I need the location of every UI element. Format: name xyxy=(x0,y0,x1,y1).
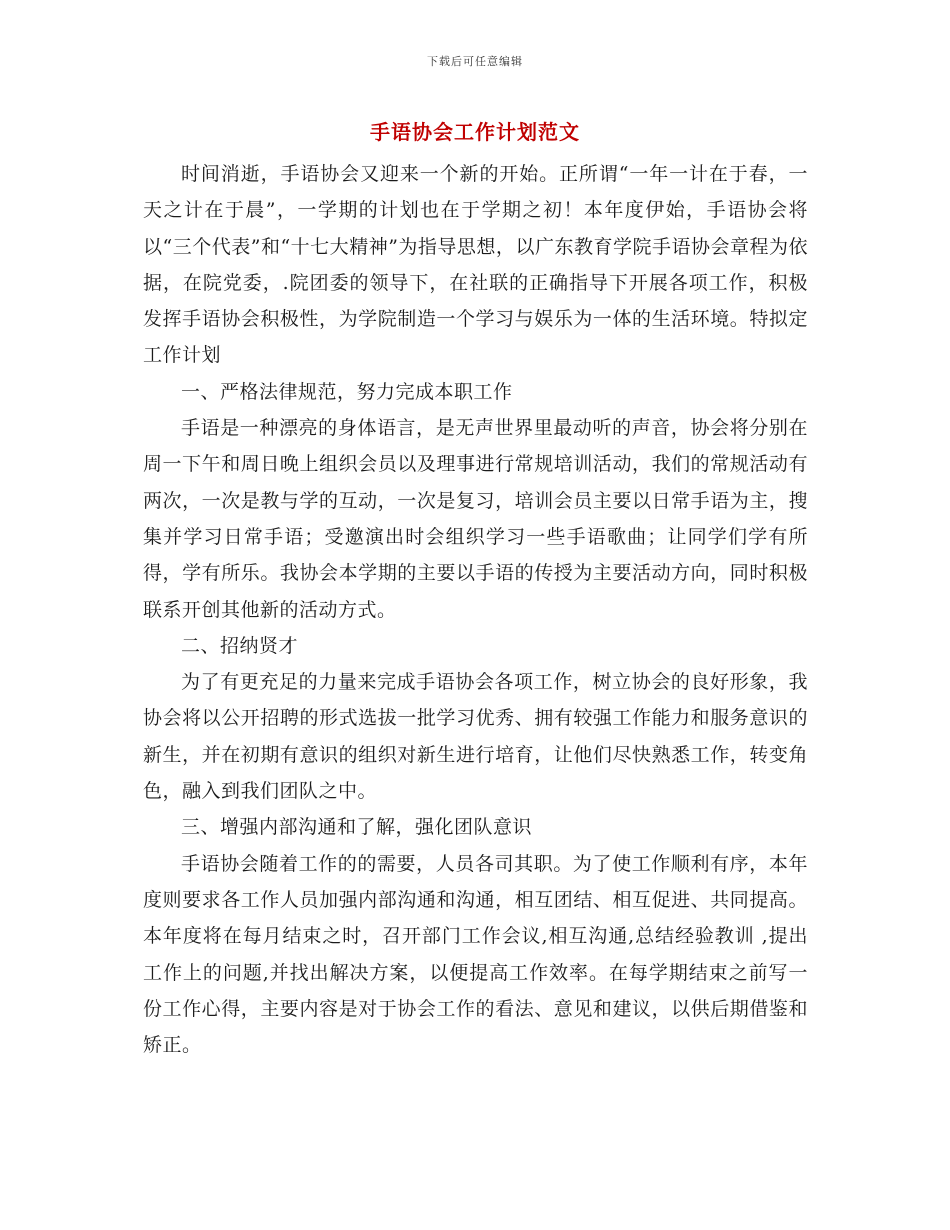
section-2-paragraph: 为了有更充足的力量来完成手语协会各项工作，树立协会的良好形象，我协会将以公开招聘的形式选拔一批学习优秀、拥有较强工作能力和服务意识的新生，并在初期有意识的组织对新生进行培育，让他们尽快熟悉工作，转变角色，融入到我们团队之中。 xyxy=(143,671,808,803)
section-3-heading: 三、增强内部沟通和了解，强化团队意识 xyxy=(181,816,533,839)
section-1-paragraph: 手语是一种漂亮的身体语言，是无声世界里最动听的声音，协会将分别在周一下午和周日晚上组织会员以及理事进行常规培训活动，我们的常规活动有两次，一次是教与学的互动，一次是复习，培训会员主要以日常手语为主，搜集并学习日常手语；受邀演出时会组织学习一些手语歌曲；让同学们学有所得，学有所乐。我协会本学期的主要以手语的传授为主要活动方向，同时积极联系开创其他新的活动方式。 xyxy=(143,417,808,621)
section-3-paragraph: 手语协会随着工作的的需要，人员各司其职。为了使工作顺利有序，本年度则要求各工作人员加强内部沟通和沟通，相互团结、相互促进、共同提高。本年度将在每月结束之时，召开部门工作会议,相互沟通,总结经验教训 ,提出工作上的问题,并找出解决方案，以便提高工作效率。在每学期结束之前写一份工作心得，主要内容是对于协会工作的看法、意见和建议，以供后期借鉴和矫正。 xyxy=(143,852,808,1057)
section-1-heading: 一、严格法律规范，努力完成本职工作 xyxy=(181,380,513,403)
document-title: 手语协会工作计划范文 xyxy=(370,120,580,144)
intro-paragraph: 时间消逝，手语协会又迎来一个新的开始。正所谓“一年一计在于春，一天之计在于晨”，一学期的计划也在于学期之初！本年度伊始，手语协会将以“三个代表”和“十七大精神”为指导思想，以广东教育学院手语协会章程为依据，在院党委，.院团委的领导下，在社联的正确指导下开展各项工作，积极发挥手语协会积极性，为学院制造一个学习与娱乐为一体的生活环境。特拟定工作计划 xyxy=(143,163,808,367)
header-note: 下载后可任意编辑 xyxy=(427,55,523,68)
section-2-heading: 二、招纳贤才 xyxy=(181,634,299,657)
document-body xyxy=(143,156,808,1063)
